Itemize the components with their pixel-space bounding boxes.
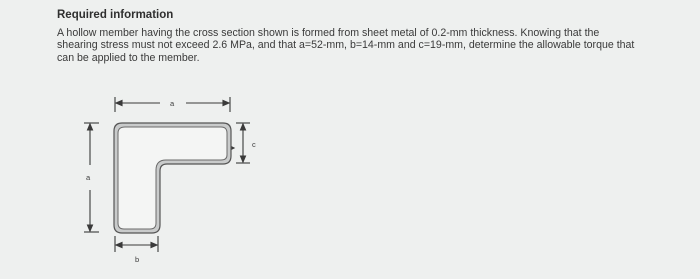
dimension-label-top: a (170, 99, 175, 108)
dimension-label-bottom: b (135, 255, 140, 264)
dimension-label-right: c (252, 140, 256, 149)
problem-line: A hollow member having the cross section shown is formed from sheet metal of 0.2-mm thickness. Knowing that the (57, 27, 600, 39)
dimension-label-left: a (86, 173, 91, 182)
problem-line: can be applied to the member. (57, 51, 200, 64)
problem-line: shearing stress must not exceed 2.6 MPa, and that a=52-mm, b=14-mm and c=19-mm, determine the allowable torque that (57, 39, 635, 52)
section-heading: Required information (57, 9, 174, 21)
member-outline-inner (118, 127, 227, 229)
